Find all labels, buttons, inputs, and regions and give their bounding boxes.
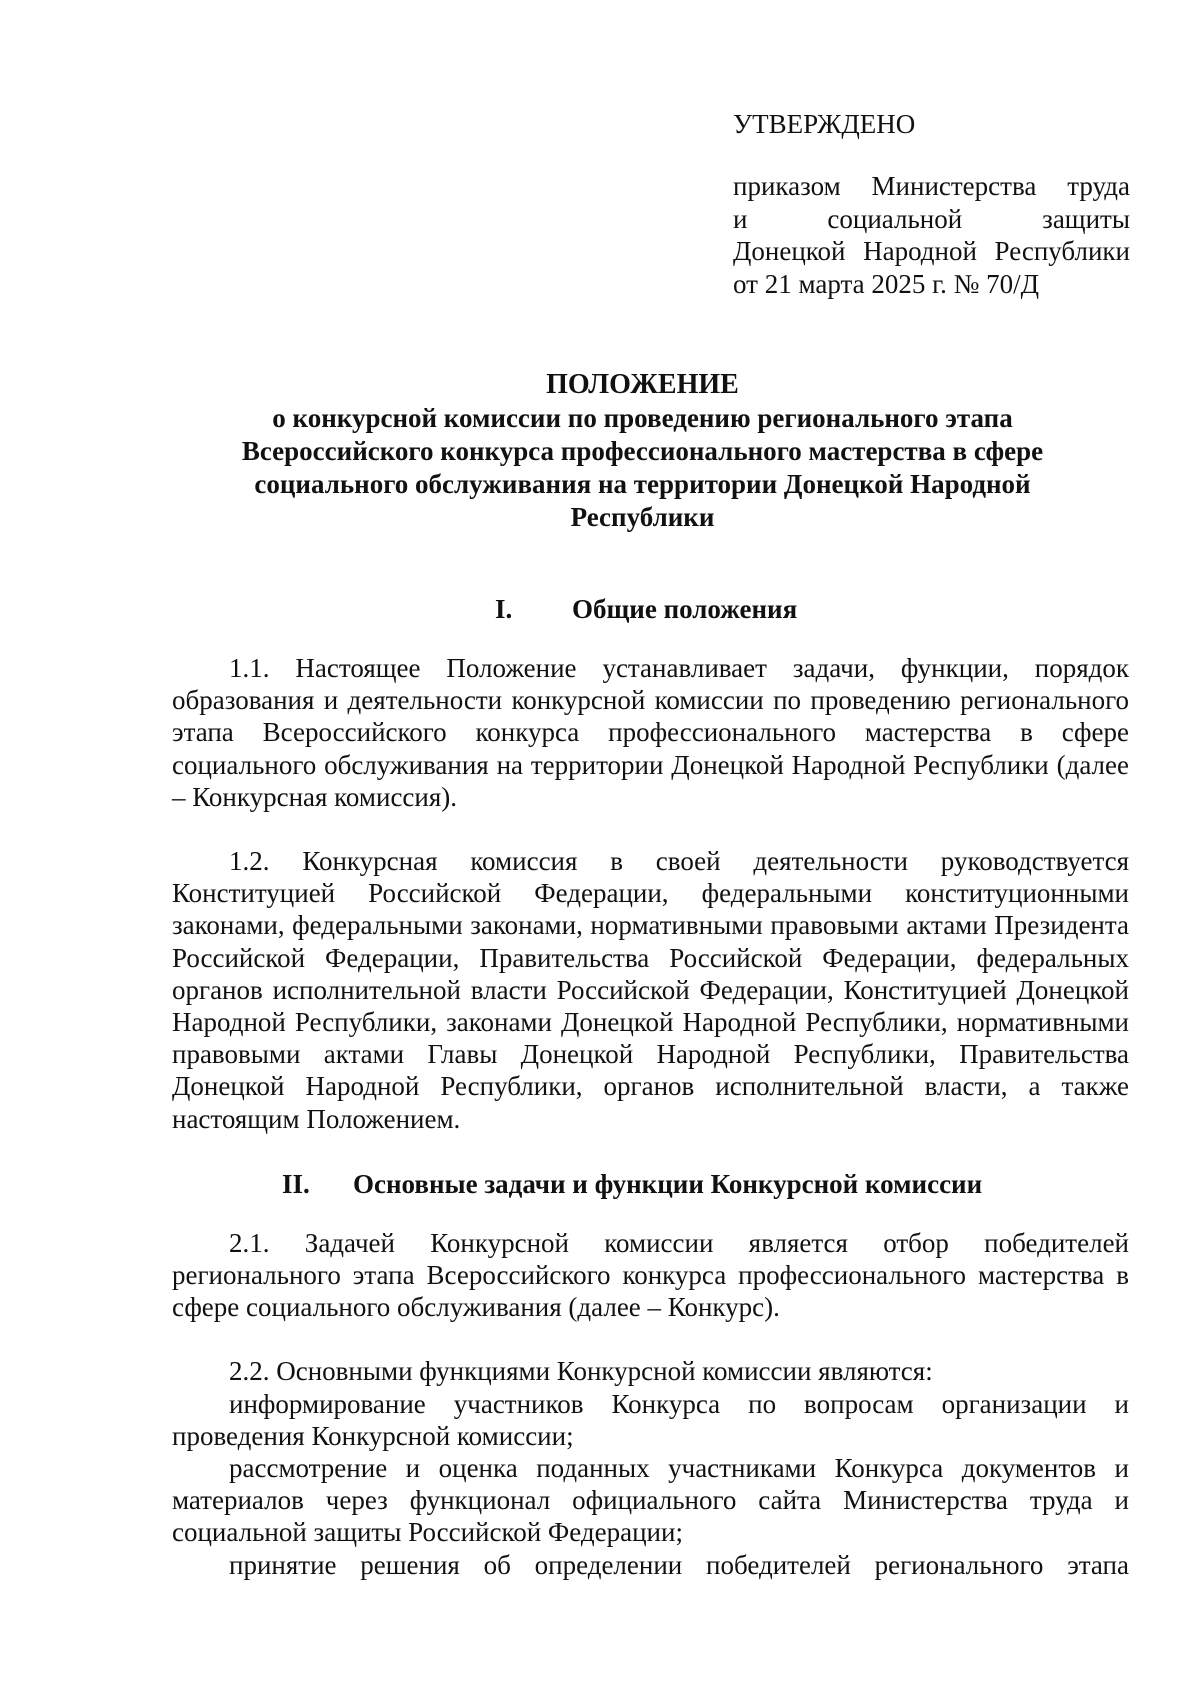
paragraph-2-2: 2.2. Основными функциями Конкурсной комиссии являются:	[229, 1356, 933, 1387]
approval-stamp	[733, 106, 1130, 300]
function-item: рассмотрение и оценка поданных участниками Конкурса документов и материалов через функционал официального сайта Министерства труда и социальной защиты Российской Федерации;	[172, 1453, 1129, 1548]
paragraph-1-2: 1.2. Конкурсная комиссия в своей деятельности руководствуется Конституцией Российской Федерации, федеральными конституционными законами, федеральными законами, нормативными правовыми актами Президента Российской Федерации, Правительства Российской Федерации, федеральных органов исполнительной власти Российской Федерации, Конституцией Донецкой Народной Республики, законами Донецкой Народной Республики, нормативными правовыми актами Главы Донецкой Народной Республики, Правительства Донецкой Народной Республики, органов исполнительной власти, а также настоящим Положением.	[172, 846, 1129, 1134]
section-heading-general	[495, 592, 1129, 626]
paragraph-2-1: 2.1. Задачей Конкурсной комиссии является отбор победителей регионального этапа Всероссийского конкурса профессионального мастерства в сфере социального обслуживания (далее – Конкурс).	[172, 1227, 1129, 1323]
section-number: II.	[282, 1168, 310, 1199]
section-number: I.	[495, 594, 513, 624]
document-subtitle: о конкурсной комиссии по проведению регионального этапа Всероссийского конкурса профессионального мастерства в сфере социального обслуживания на территории Донецкой Народной Республики	[241, 403, 1044, 532]
document-title-block	[200, 368, 1085, 534]
function-item: принятие решения об определении победителей регионального этапа	[229, 1549, 1129, 1580]
document-body	[172, 592, 1129, 1581]
approval-title: УТВЕРЖДЕНО	[733, 109, 916, 139]
section-title: Основные задачи и функции Конкурсной комиссии	[353, 1168, 983, 1199]
approval-line: от 21 марта 2025 г. № 70/Д	[733, 268, 1040, 299]
function-item: информирование участников Конкурса по вопросам организации и проведения Конкурсной комиссии;	[172, 1388, 1129, 1451]
approval-line: приказом Министерства труда	[733, 171, 1130, 201]
approval-line: и социальной защиты	[733, 203, 1130, 234]
document-heading: ПОЛОЖЕНИЕ	[546, 369, 739, 400]
paragraph-1-1: 1.1. Настоящее Положение устанавливает задачи, функции, порядок образования и деятельности конкурсной комиссии по проведению регионального этапа Всероссийского конкурса профессионального мастерства в сфере социального обслуживания на территории Донецкой Народной Республики (далее – Конкурсная комиссия).	[172, 653, 1129, 812]
section-heading-tasks	[282, 1167, 1129, 1201]
section-title: Общие положения	[572, 594, 798, 624]
approval-line: Донецкой Народной Республики	[733, 236, 1130, 267]
